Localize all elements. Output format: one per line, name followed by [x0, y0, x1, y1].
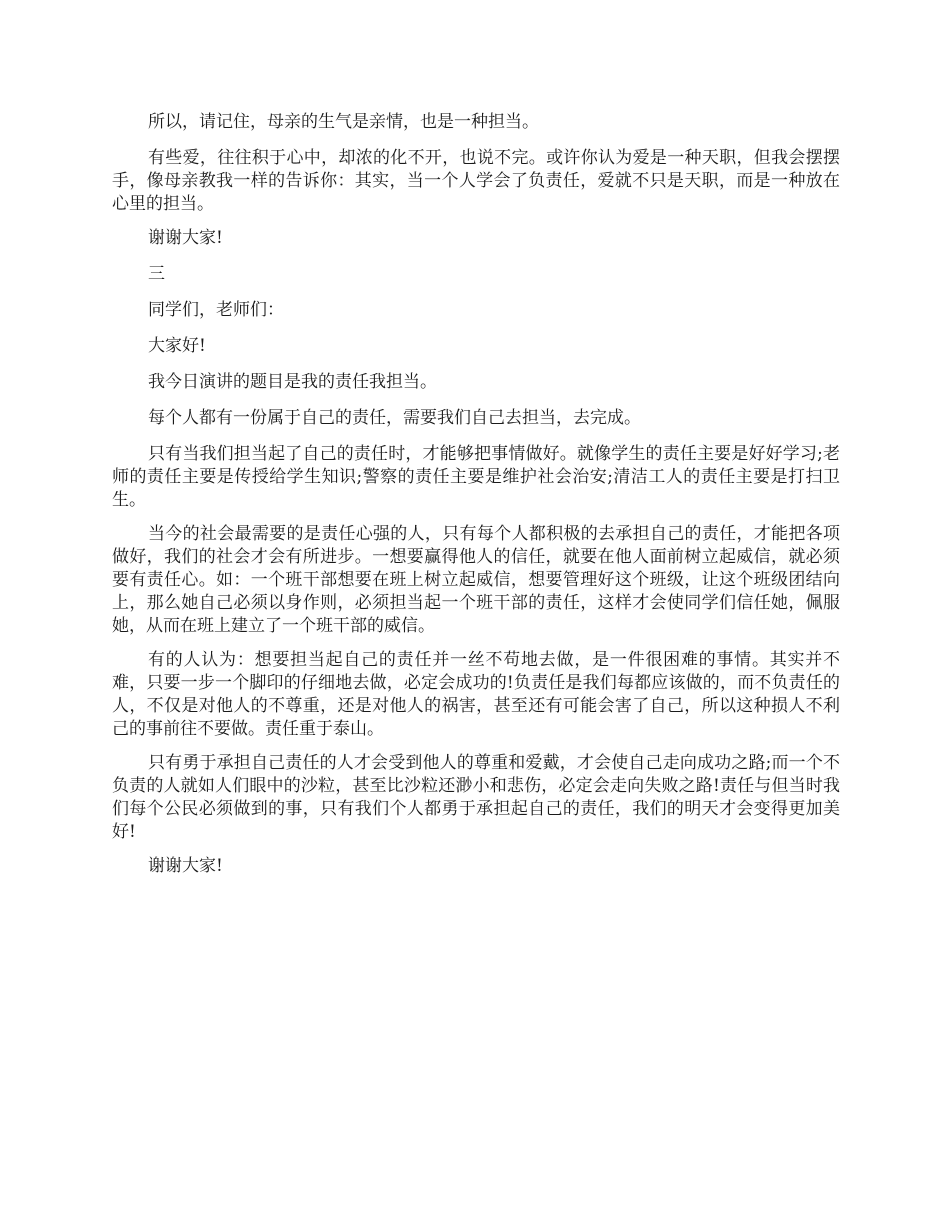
paragraph: 有的人认为：想要担当起自己的责任并一丝不苟地去做，是一件很困难的事情。其实并不难，只要一步一个脚印的仔细地去做，必定会成功的!负责任是我们每都应该做的，而不负责任的人，不仅是对他人的不尊重，还是对他人的祸害，甚至还有可能会害了自己，所以这种损人不利己的事前往不要做。责任重于泰山。 — [112, 650, 840, 739]
paragraph: 有些爱，往往积于心中，却浓的化不开，也说不完。或许你认为爱是一种天职，但我会摆摆手，像母亲教我一样的告诉你：其实，当一个人学会了负责任，爱就不只是天职，而是一种放在心里的担当。 — [112, 148, 840, 214]
document-page — [112, 111, 840, 891]
paragraph: 只有当我们担当起了自己的责任时，才能够把事情做好。就像学生的责任主要是好好学习;老师的责任主要是传授给学生知识;警察的责任主要是维护社会治安;清洁工人的责任主要是打扫卫生。 — [112, 444, 840, 510]
greeting: 大家好! — [148, 336, 206, 356]
paragraph: 我今日演讲的题目是我的责任我担当。 — [148, 372, 437, 392]
paragraph: 当今的社会最需要的是责任心强的人，只有每个人都积极的去承担自己的责任，才能把各项做好，我们的社会才会有所进步。一想要赢得他人的信任，就要在他人面前树立起威信，就必须要有责任心。如：一个班干部想要在班上树立起威信，想要管理好这个班级，让这个班级团结向上，那么她自己必须以身作则，必须担当起一个班干部的责任，这样才会使同学们信任她，佩服她，从而在班上建立了一个班干部的威信。 — [112, 524, 840, 636]
paragraph: 所以，请记住，母亲的生气是亲情，也是一种担当。 — [148, 112, 539, 132]
closing: 谢谢大家! — [148, 856, 223, 876]
section-number: 三 — [148, 264, 165, 284]
paragraph: 只有勇于承担自己责任的人才会受到他人的尊重和爱戴，才会使自己走向成功之路;而一个不负责的人就如人们眼中的沙粒，甚至比沙粒还渺小和悲伤，必定会走向失败之路!责任与但当时我们每个公民必须做到的事，只有我们个人都勇于承担起自己的责任，我们的明天才会变得更加美好! — [112, 753, 840, 842]
paragraph: 谢谢大家! — [148, 228, 223, 248]
paragraph: 每个人都有一份属于自己的责任，需要我们自己去担当，去完成。 — [148, 408, 641, 428]
salutation: 同学们，老师们： — [148, 300, 284, 320]
